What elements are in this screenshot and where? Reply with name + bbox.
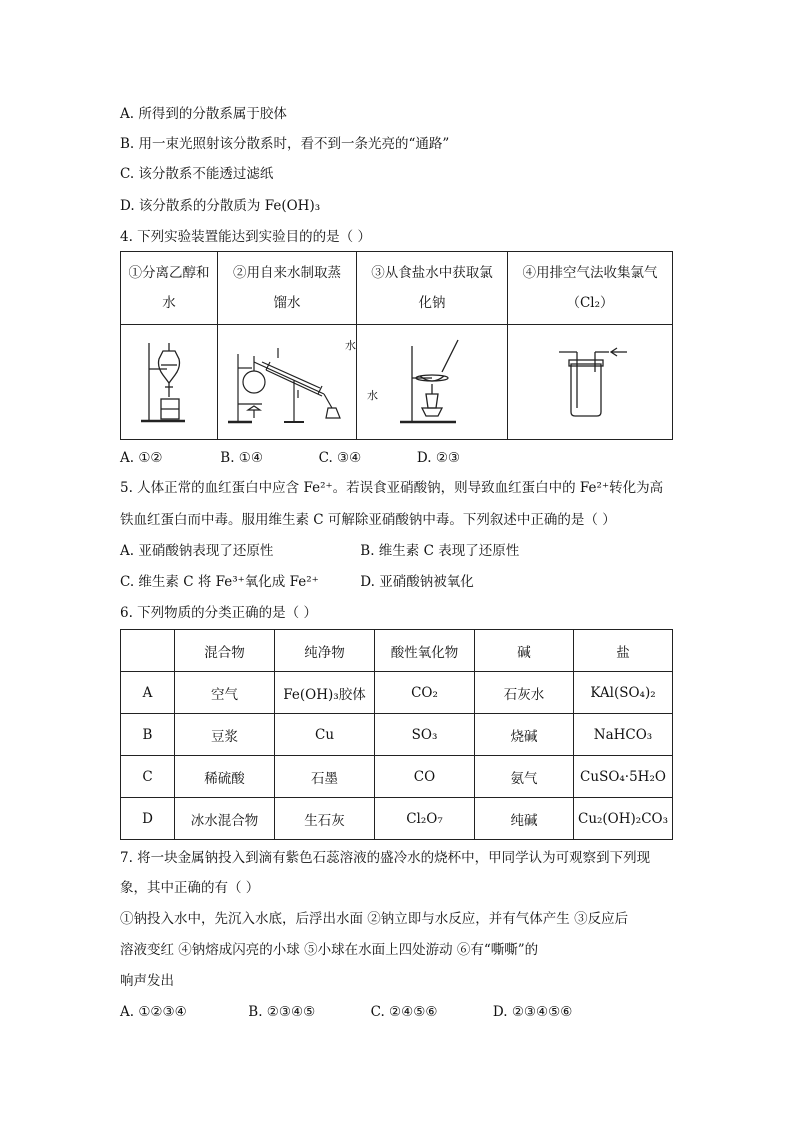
q5-stem-line1: 5. 人体正常的血红蛋白中应含 Fe²⁺。若误食亚硝酸钠，则导致血红蛋白中的 Fe²⁺转化为高 [120,480,664,496]
evaporation-diagram [357,325,508,440]
table-row: A 空气 Fe(OH)₃胶体 CO₂ 石灰水 KAl(SO₄)₂ [121,672,673,714]
q3-option-a: A. 所得到的分散系属于胶体 [120,106,287,122]
q5-option-b: B. 维生素 C 表现了还原性 [360,543,520,559]
q4-cell-3: ③从食盐水中获取氯 化钠 [357,252,508,325]
q7-option-d: D. ②③④⑤⑥ [492,1004,573,1020]
q4-options [120,448,460,468]
q7-option-a: A. ①②③④ [120,1004,187,1020]
q6-classification-table [120,629,673,840]
q5-options-row2 [120,572,474,592]
q5-option-c: C. 维生素 C 将 Fe³⁺氧化成 Fe²⁺ [120,574,319,590]
q7-statements-line1: ①钠投入水中，先沉入水底，后浮出水面 ②钠立即与水反应，并有气体产生 ③反应后 [120,911,629,927]
q7-stem-line2: 象，其中正确的有（ ） [120,880,260,896]
q4-cell-1: ①分离乙醇和 水 [121,252,218,325]
q3-option-d: D. 该分散系的分散质为 Fe(OH)₃ [120,198,321,214]
distillation-diagram [218,325,378,440]
q5-option-d: D. 亚硝酸钠被氧化 [360,574,474,590]
q7-options [120,1002,572,1022]
q4-option-c: C. ③④ [318,450,362,466]
q4-option-b: B. ①④ [220,450,264,466]
q4-option-a: A. ①② [120,450,163,466]
q7-statements-line3: 响声发出 [120,973,174,989]
table-row: D 冰水混合物 生石灰 Cl₂O₇ 纯碱 Cu₂(OH)₂CO₃ [121,798,673,840]
separatory-funnel-diagram [121,325,218,440]
q3-option-b: B. 用一束光照射该分散系时，看不到一条光亮的“通路” [120,136,450,152]
q6-stem: 6. 下列物质的分类正确的是（ ） [120,605,317,621]
q7-option-b: B. ②③④⑤ [248,1004,316,1020]
q5-options-row1 [120,541,519,561]
q7-statements-line2: 溶液变红 ④钠熔成闪亮的小球 ⑤小球在水面上四处游动 ⑥有“嘶嘶”的 [120,942,539,958]
q7-option-c: C. ②④⑤⑥ [370,1004,438,1020]
q5-stem-line2: 铁血红蛋白而中毒。服用维生素 C 可解除亚硝酸钠中毒。下列叙述中正确的是（ ） [120,512,616,528]
water-outlet-label: 水 [367,389,378,402]
q4-cell-4: ④用排空气法收集氯气 （Cl₂） [508,252,673,325]
table-row: B 豆浆 Cu SO₃ 烧碱 NaHCO₃ [121,714,673,756]
water-inlet-label: 水 [345,339,356,352]
table-row: C 稀硫酸 石墨 CO 氨气 CuSO₄·5H₂O [121,756,673,798]
q4-option-d: D. ②③ [416,450,461,466]
q5-option-a: A. 亚硝酸钠表现了还原性 [120,543,274,559]
gas-collection-bottle-diagram [508,325,673,440]
table-header-row: 混合物 纯净物 酸性氧化物 碱 盐 [121,630,673,672]
q4-cell-2: ②用自来水制取蒸 馏水 [218,252,357,325]
q3-option-c: C. 该分散系不能透过滤纸 [120,166,274,182]
q4-apparatus-table [120,251,673,440]
q7-stem-line1: 7. 将一块金属钠投入到滴有紫色石蕊溶液的盛冷水的烧杯中，甲同学认为可观察到下列现 [120,850,651,866]
q4-stem: 4. 下列实验装置能达到实验目的的是（ ） [120,229,371,245]
